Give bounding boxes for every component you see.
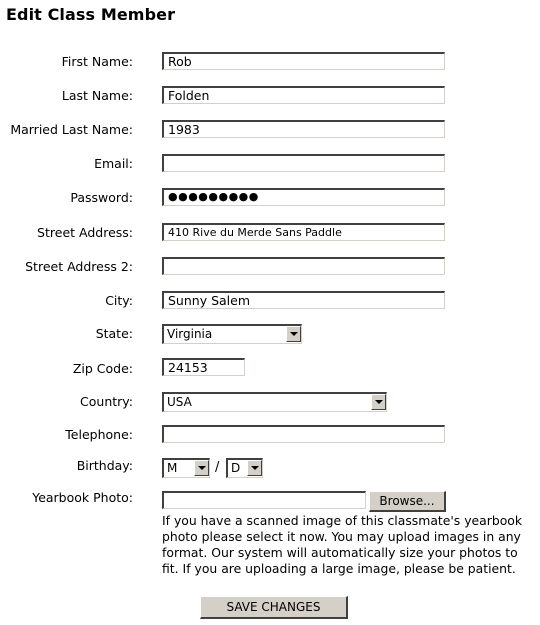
- chevron-down-icon[interactable]: [194, 460, 209, 476]
- birthday-month-select[interactable]: [162, 458, 210, 478]
- save-changes-button[interactable]: SAVE CHANGES: [200, 596, 348, 619]
- password-input[interactable]: ●●●●●●●●●: [162, 188, 445, 206]
- password-label: Password:: [70, 190, 133, 205]
- yearbook-photo-file-input[interactable]: [162, 491, 366, 509]
- birthday-day-value: D: [231, 461, 241, 475]
- state-select-value: Virginia: [167, 327, 213, 341]
- yearbook-photo-help-text: If you have a scanned image of this classmate's yearbook photo please select it now. You may upload images in any format. Our system will automatically size your photos to fit. If you are uploading a large image, please be patient.: [162, 513, 523, 576]
- street-address-2-label: Street Address 2:: [25, 259, 133, 274]
- state-select[interactable]: [162, 324, 302, 344]
- street-address-2-input[interactable]: [162, 257, 445, 275]
- chevron-down-icon[interactable]: [286, 326, 301, 342]
- page-title: Edit Class Member: [6, 5, 176, 24]
- email-input[interactable]: [162, 154, 445, 172]
- birthday-separator: /: [215, 460, 220, 475]
- married-last-name-input[interactable]: 1983: [162, 120, 445, 138]
- telephone-input[interactable]: [162, 425, 445, 443]
- street-address-input[interactable]: 410 Rive du Merde Sans Paddle: [162, 223, 445, 241]
- email-label: Email:: [94, 156, 133, 171]
- first-name-input[interactable]: Rob: [162, 52, 445, 70]
- last-name-input[interactable]: Folden: [162, 86, 445, 104]
- country-select-value: USA: [167, 395, 192, 409]
- zip-code-input[interactable]: 24153: [162, 358, 245, 376]
- yearbook-photo-label: Yearbook Photo:: [32, 490, 133, 505]
- country-label: Country:: [80, 394, 133, 409]
- browse-button[interactable]: Browse...: [369, 491, 446, 512]
- zip-code-label: Zip Code:: [72, 361, 133, 376]
- telephone-label: Telephone:: [65, 427, 133, 442]
- city-label: City:: [105, 293, 133, 308]
- chevron-down-icon[interactable]: [371, 394, 386, 410]
- last-name-label: Last Name:: [61, 88, 133, 103]
- married-last-name-label: Married Last Name:: [10, 122, 133, 137]
- state-label: State:: [95, 326, 133, 341]
- city-input[interactable]: Sunny Salem: [162, 291, 445, 309]
- first-name-label: First Name:: [61, 54, 133, 69]
- birthday-day-select[interactable]: [226, 458, 263, 478]
- birthday-label: Birthday:: [76, 458, 133, 473]
- street-address-label: Street Address:: [37, 225, 133, 240]
- country-select[interactable]: [162, 392, 387, 412]
- chevron-down-icon[interactable]: [247, 460, 262, 476]
- birthday-month-value: M: [167, 461, 178, 475]
